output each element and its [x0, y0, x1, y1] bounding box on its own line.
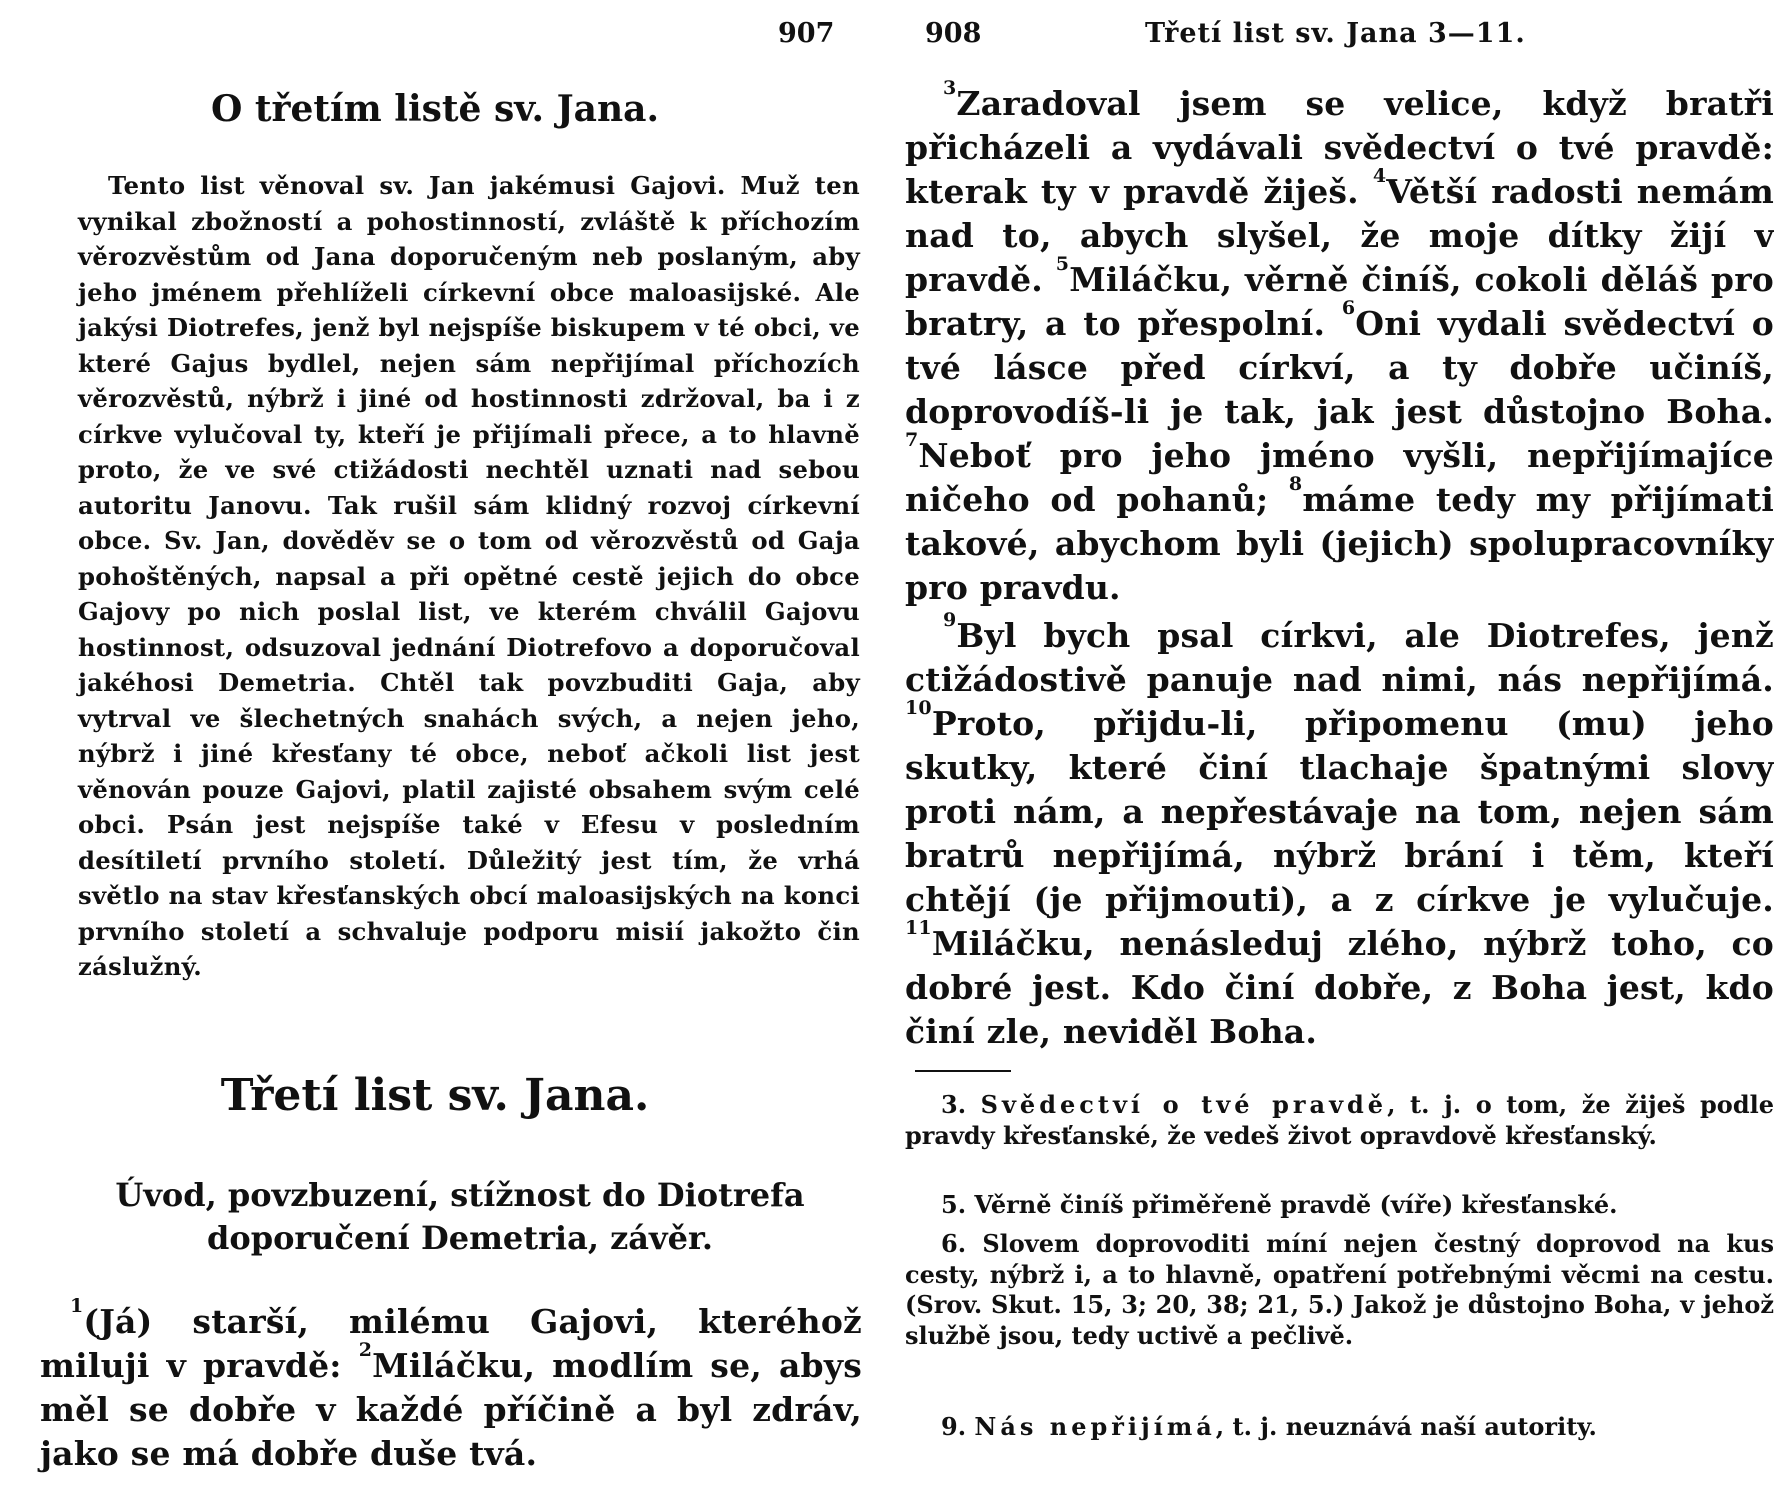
footnote-lemma: Nás nepřijímá	[974, 1412, 1216, 1441]
verse-text: (Já) starší, milému Gajovi, kteréhož miluji v pravdě:	[40, 1302, 862, 1385]
verse-text: Zaradoval jsem se velice, když bratři přicházeli a vydávali svědectví o tvé pravdě: kterak ty v pravdě žiješ.	[905, 84, 1774, 211]
footnote	[905, 1190, 1774, 1221]
verse-text: Neboť pro jeho jméno vyšli, nepřijímajíce ničeho od pohanů;	[905, 436, 1774, 519]
verse-text: máme tedy my přijímati takové, abychom byli (jejich) spolupracovníky pro pravdu.	[905, 480, 1774, 607]
footnote	[905, 1090, 1774, 1151]
intro-title: O třetím listě sv. Jana.	[210, 88, 660, 130]
running-head: Třetí list sv. Jana 3—11.	[1145, 18, 1526, 49]
footnote	[905, 1412, 1774, 1443]
footnote-text: Věrně činíš přiměřeně pravdě (víře) křesťanské.	[974, 1190, 1618, 1219]
footnote-text: Slovem doprovoditi míní nejen čestný doprovod na kus cesty, nýbrž i, a to hlavně, opatření potřebnými věcmi na cestu. (Srov. Skut. 15, 3; 20, 38; 21, 5.) Jakož je důstojno Boha, v jehož službě jsou, tedy uctivě a pečlivě.	[905, 1229, 1774, 1350]
verse-text: Proto, přijdu-li, připomenu (mu) jeho skutky, které činí tlachaje špatnými slovy proti nám, a nepřestávaje na tom, nejen sám bratrů nepřijímá, nýbrž brání i těm, kteří chtějí (je přijmouti), a z církve je vylučuje.	[905, 704, 1774, 919]
footnote-number: 3.	[941, 1090, 967, 1119]
book-title: Třetí list sv. Jana.	[220, 1070, 650, 1121]
verse-number: 7	[905, 429, 919, 451]
verse-paragraph	[40, 1295, 862, 1476]
verse-number: 1	[70, 1295, 84, 1317]
verse-text: Větší radosti nemám nad to, abych slyšel, že moje dítky žijí v pravdě.	[905, 172, 1774, 299]
verse-number: 5	[1055, 253, 1070, 275]
verse-number: 9	[943, 609, 957, 631]
verse-text: Miláčku, věrně činíš, cokoli děláš pro bratry, a to přespolní.	[905, 260, 1774, 343]
verse-text: Oni vydali svědectví o tvé lásce před církví, a ty dobře učiníš, doprovodíš-li je tak, jak jest důstojno Boha.	[905, 304, 1774, 431]
verse-number: 2	[358, 1339, 373, 1361]
footnote-divider	[915, 1070, 1011, 1072]
footnote-number: 9.	[941, 1412, 967, 1441]
verse-paragraph	[905, 77, 1774, 610]
verse-text: Miláčku, modlím se, abys měl se dobře v každé příčině a byl zdráv, jako se má dobře duše tvá.	[40, 1346, 862, 1473]
page-number: 907	[778, 18, 835, 49]
verse-number: 6	[1341, 297, 1356, 319]
footnote	[905, 1229, 1774, 1351]
verse-number: 11	[905, 917, 932, 939]
verse-text: Miláčku, nenásleduj zlého, nýbrž toho, co dobré jest. Kdo činí dobře, z Boha jest, kdo činí zle, neviděl Boha.	[905, 924, 1774, 1051]
verse-number: 10	[905, 697, 932, 719]
section-title: Úvod, povzbuzení, stížnost do Diotrefa doporučení Demetria, závěr.	[115, 1176, 805, 1257]
footnote-number: 5.	[941, 1190, 967, 1219]
intro-paragraph: Tento list věnoval sv. Jan jakémusi Gajovi. Muž ten vynikal zbožností a pohostinností, zvláště k příchozím věrozvěstům od Jana doporučeným neb poslaným, aby jeho jménem přehlíželi církevní obce maloasijské. Ale jakýsi Diotrefes, jenž byl nejspíše biskupem v té obci, ve které Gajus bydlel, nejen sám nepřijímal příchozích věrozvěstů, nýbrž i jiné od hostinnosti zdržoval, ba i z církve vylučoval ty, kteří je přijímali přece, a to hlavně proto, že ve své ctižádosti nechtěl uznati nad sebou autoritu Janovu. Tak rušil sám klidný rozvoj církevní obce. Sv. Jan, dověděv se o tom od věrozvěstů od Gaja pohoštěných, napsal a při opětné cestě jejich do obce Gajovy po nich poslal list, ve kterém chválil Gajovu hostinnost, odsuzoval jednání Diotrefovo a doporučoval jakéhosi Demetria. Chtěl tak povzbuditi Gaja, aby vytrval ve šlechetných snahách svých, a nejen jeho, nýbrž i jiné křesťany té obce, neboť ačkoli list jest věnován pouze Gajovi, platil zajisté obsahem svým celé obci. Psán jest nejspíše také v Efesu v posledním desítiletí prvního století. Důležitý jest tím, že vrhá světlo na stav křesťanských obcí maloasijských na konci prvního století a schvaluje podporu misií jakožto čin záslužný.	[78, 171, 860, 981]
footnote-lemma: Svědectví o tvé pravdě	[980, 1090, 1388, 1119]
page-number: 908	[925, 18, 982, 49]
verse-text: Byl bych psal církvi, ale Diotrefes, jenž ctižádostivě panuje nad nimi, nás nepřijímá.	[905, 616, 1774, 699]
verse-number: 8	[1288, 473, 1303, 495]
footnote-text: , t. j. o tom, že žiješ podle pravdy křesťanské, že vedeš život opravdově křesťanský.	[905, 1090, 1774, 1150]
verse-paragraph	[905, 609, 1774, 1054]
verse-number: 3	[943, 77, 957, 99]
footnote-text: , t. j. neuznává naší autority.	[1215, 1412, 1597, 1441]
footnote-number: 6.	[941, 1229, 967, 1258]
verse-number: 4	[1372, 165, 1387, 187]
